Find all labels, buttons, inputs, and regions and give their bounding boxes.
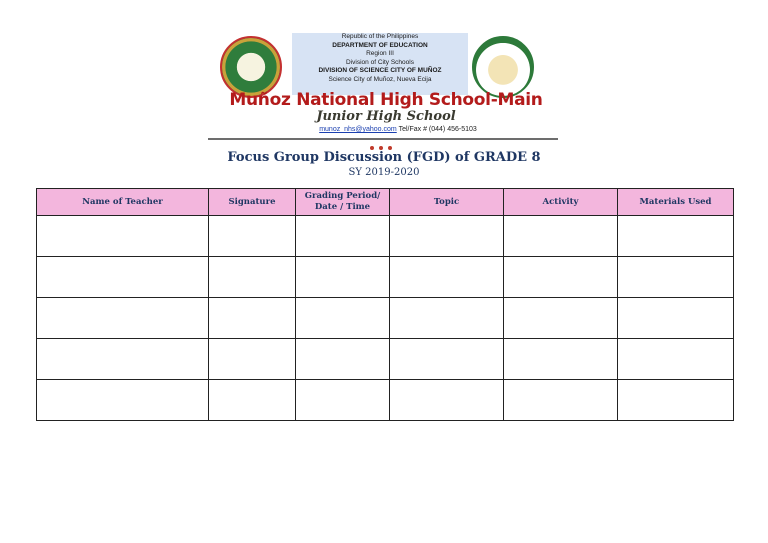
table-cell[interactable] [209,380,296,421]
school-subtitle: Junior High School [316,109,456,124]
table-cell[interactable] [296,257,390,298]
table-row [37,339,734,380]
table-row [37,216,734,257]
table-cell[interactable] [618,339,734,380]
table-cell[interactable] [296,298,390,339]
deped-line: Region III [366,50,394,58]
deped-address-block [292,33,468,95]
divider-ornament [370,135,400,141]
column-header: Topic [390,189,504,216]
table-cell[interactable] [504,298,618,339]
email-link[interactable]: munoz_nhs@yahoo.com [319,126,397,133]
table-row [37,298,734,339]
table-cell[interactable] [37,216,209,257]
table-cell[interactable] [37,257,209,298]
school-seal-logo [220,36,282,98]
fgd-table [36,188,734,421]
table-cell[interactable] [618,298,734,339]
deped-line: DEPARTMENT OF EDUCATION [332,41,428,49]
table-cell[interactable] [37,339,209,380]
table-cell[interactable] [37,380,209,421]
table-cell[interactable] [618,380,734,421]
table-cell[interactable] [296,380,390,421]
table-cell[interactable] [618,257,734,298]
document-title: Focus Group Discussion (FGD) of GRADE 8 [227,150,541,165]
table-cell[interactable] [209,339,296,380]
table-header-row [37,189,734,216]
deped-line: Division of City Schools [346,58,414,66]
table-cell[interactable] [209,216,296,257]
letterhead [208,30,558,142]
table-cell[interactable] [209,298,296,339]
column-header: Name of Teacher [37,189,209,216]
tel-fax: Tel/Fax # (044) 456-5103 [398,126,477,133]
column-header: Signature [209,189,296,216]
table-cell[interactable] [209,257,296,298]
table-cell[interactable] [390,216,504,257]
table-row [37,380,734,421]
column-header: Activity [504,189,618,216]
table-cell[interactable] [296,216,390,257]
table-cell[interactable] [390,380,504,421]
deped-line: Republic of the Philippines [341,33,419,40]
school-name: Muñoz National High School-Main [229,90,543,110]
table-cell[interactable] [390,257,504,298]
table-cell[interactable] [390,339,504,380]
table-cell[interactable] [504,257,618,298]
table-row [37,257,734,298]
column-header: Materials Used [618,189,734,216]
column-header: Grading Period/ Date / Time [296,189,390,216]
table-cell[interactable] [504,216,618,257]
school-year: SY 2019-2020 [348,167,420,178]
table-cell[interactable] [618,216,734,257]
table-cell[interactable] [504,380,618,421]
deped-seal-logo [472,36,534,98]
table-cell[interactable] [390,298,504,339]
contact-line [268,126,528,133]
table-cell[interactable] [504,339,618,380]
table-cell[interactable] [296,339,390,380]
deped-line: Science City of Muñoz, Nueva Ecija [328,75,432,83]
table-cell[interactable] [37,298,209,339]
deped-line: DIVISION OF SCIENCE CITY OF MUÑOZ [318,67,442,75]
